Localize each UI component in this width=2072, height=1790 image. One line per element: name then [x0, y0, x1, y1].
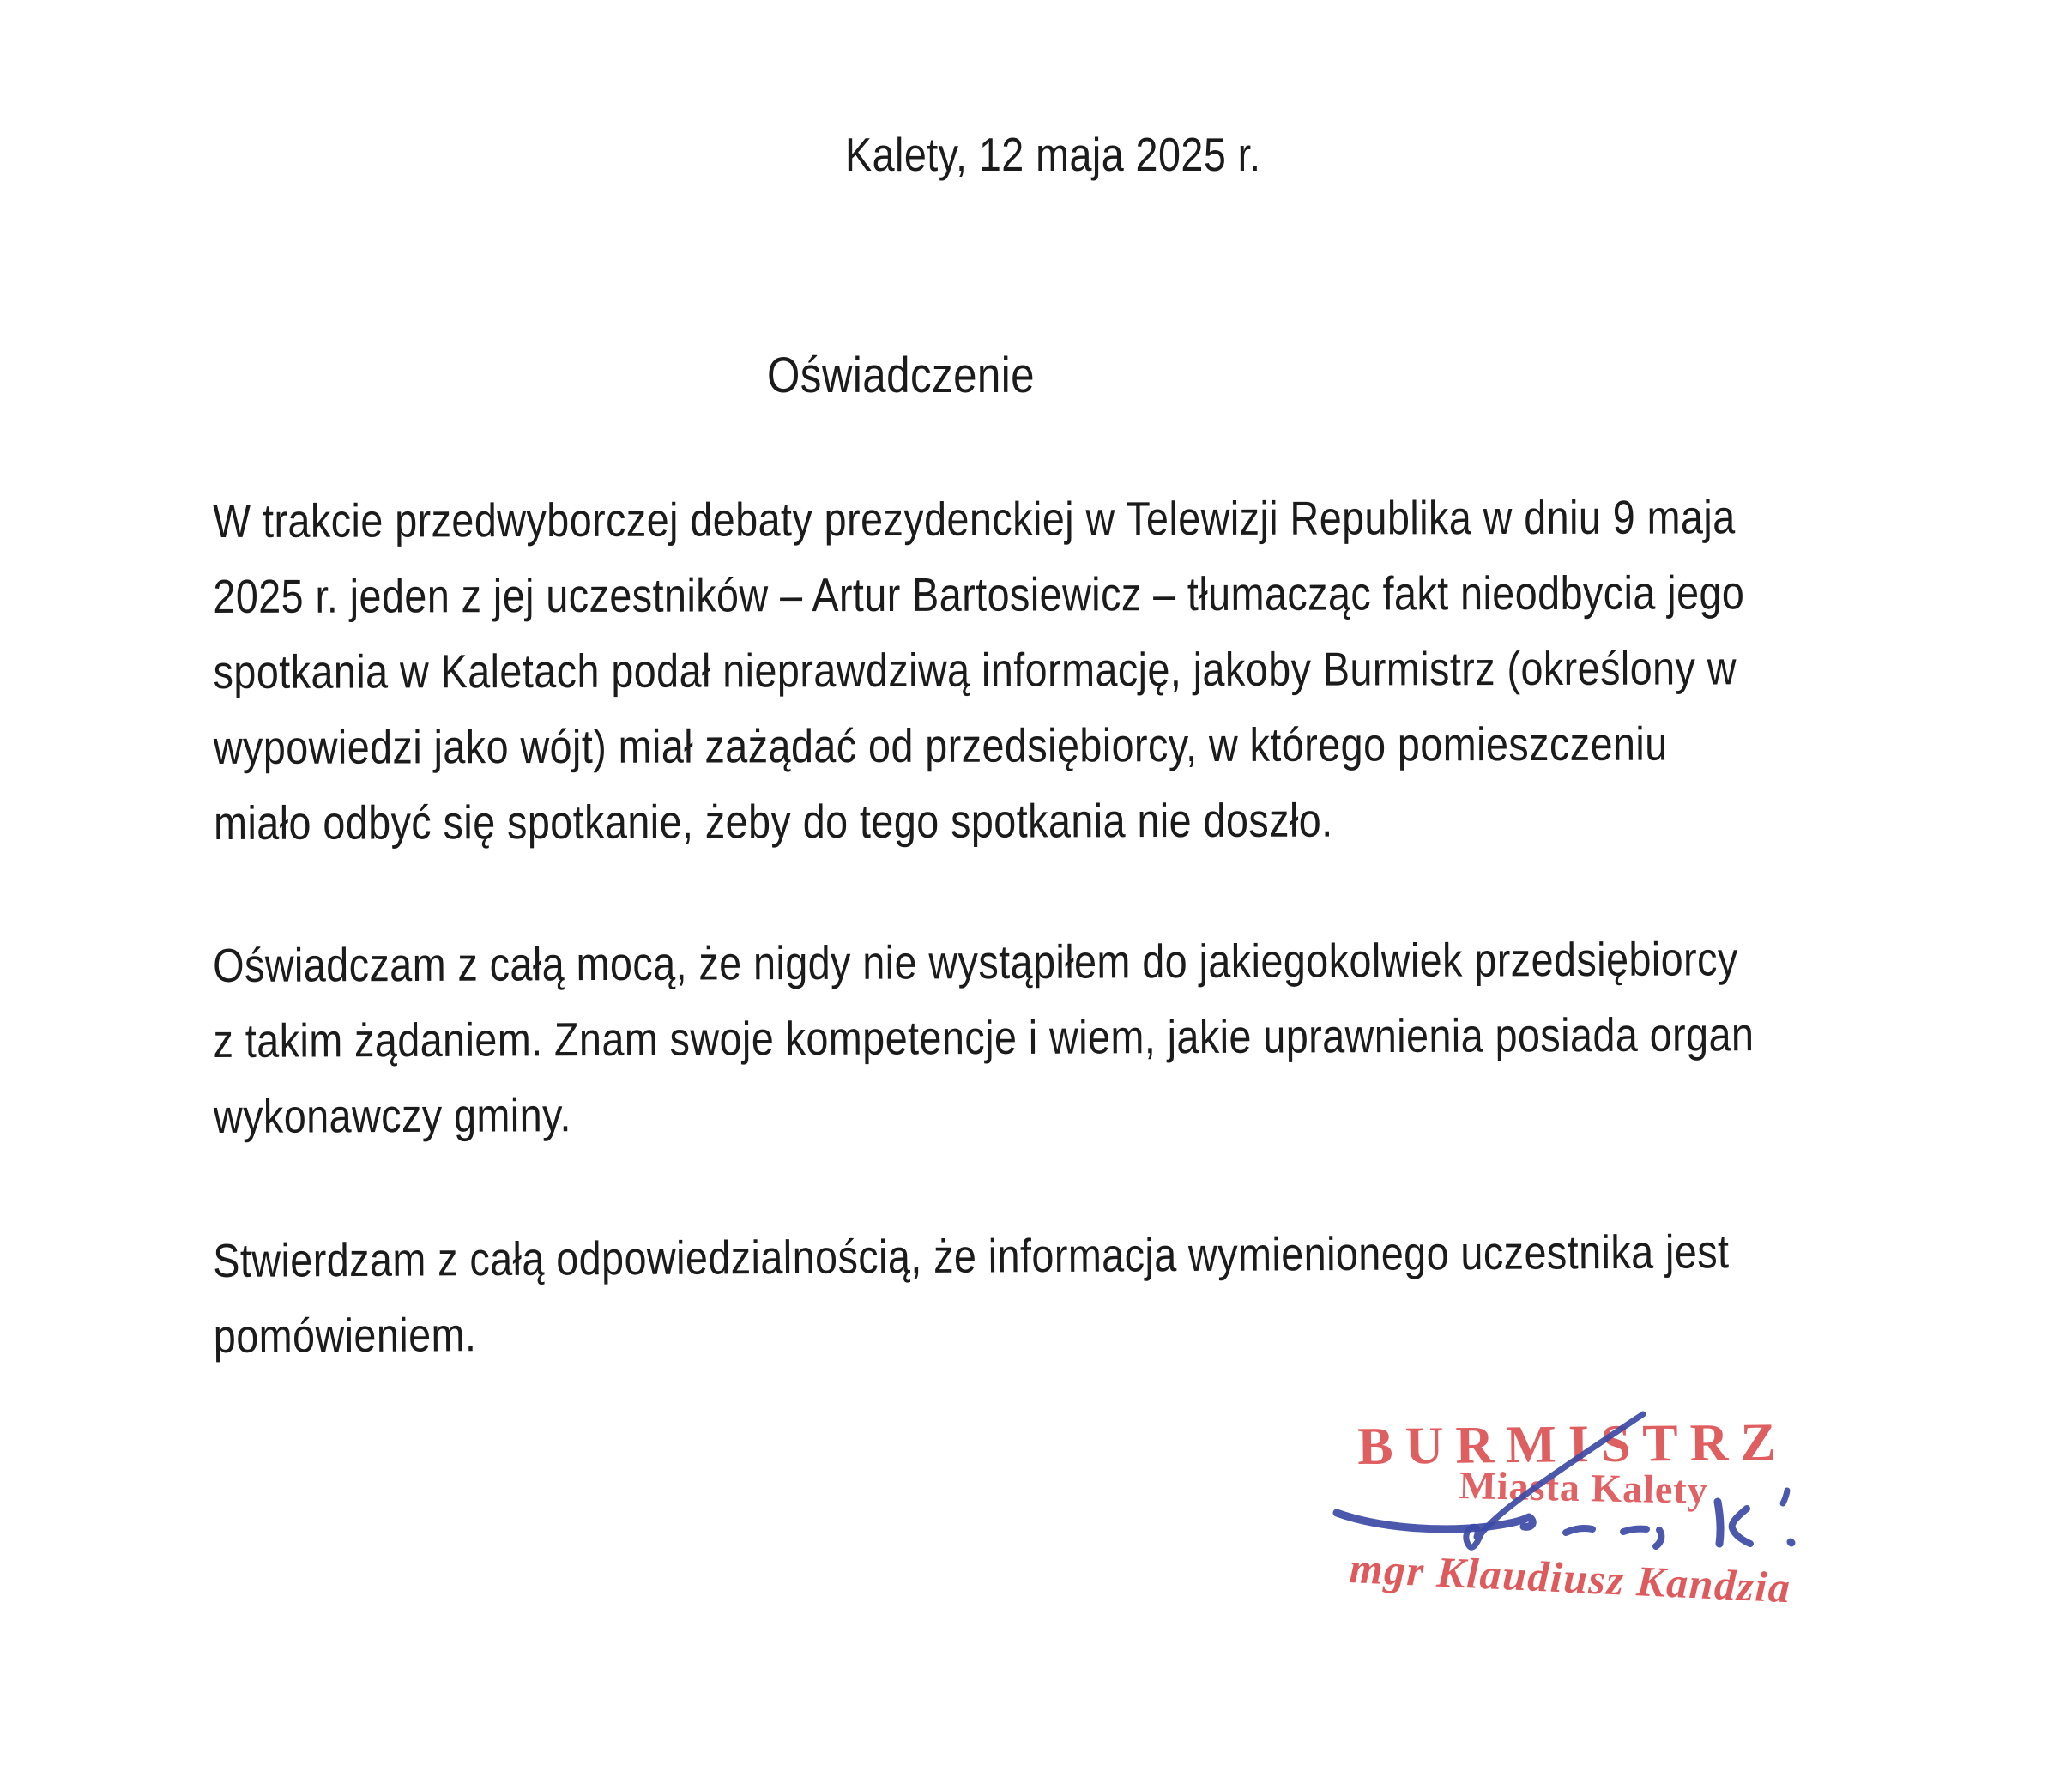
text-line: pomówieniem. — [213, 1308, 477, 1363]
paragraph-1 — [213, 479, 2015, 861]
text-line: wypowiedzi jako wójt) miał zażądać od przedsiębiorcy, w którego pomieszczeniu — [213, 717, 1668, 774]
stamp-signatory-name: mgr Klaudiusz Kandzia — [1348, 1544, 1792, 1612]
signature-ink-scribble — [1313, 1399, 1827, 1613]
paragraph-3 — [213, 1212, 1997, 1374]
text-line: wykonawczy gminy. — [213, 1088, 571, 1143]
paragraph-2 — [213, 920, 2027, 1154]
page-title: Oświadczenie — [767, 348, 1036, 403]
stamp-city: Miasta Kalety — [1458, 1463, 1709, 1513]
text-line: Oświadczam z całą mocą, że nigdy nie wystąpiłem do jakiegokolwiek przedsiębiorcy — [213, 932, 1738, 992]
text-line: Stwierdzam z całą odpowiedzialnością, że informacja wymienionego uczestnika jest — [213, 1225, 1730, 1287]
text-line: spotkania w Kaletach podał nieprawdziwą informację, jakoby Burmistrz (określony w — [213, 641, 1737, 698]
text-line: W trakcie przedwyborczej debaty prezydenckiej w Telewizji Republika w dniu 9 maja — [213, 490, 1736, 547]
stamp-office-title: BURMISTRZ — [1356, 1412, 1789, 1476]
text-line: z takim żądaniem. Znam swoje kompetencje i wiem, jakie uprawnienia posiada organ — [213, 1007, 1755, 1067]
text-line: miało odbyć się spotkanie, żeby do tego spotkania nie doszło. — [213, 793, 1333, 850]
text-line: 2025 r. jeden z jej uczestników – Artur Bartosiewicz – tłumacząc fakt nieodbycia jego — [213, 565, 1745, 623]
date-line: Kalety, 12 maja 2025 r. — [845, 128, 1261, 181]
